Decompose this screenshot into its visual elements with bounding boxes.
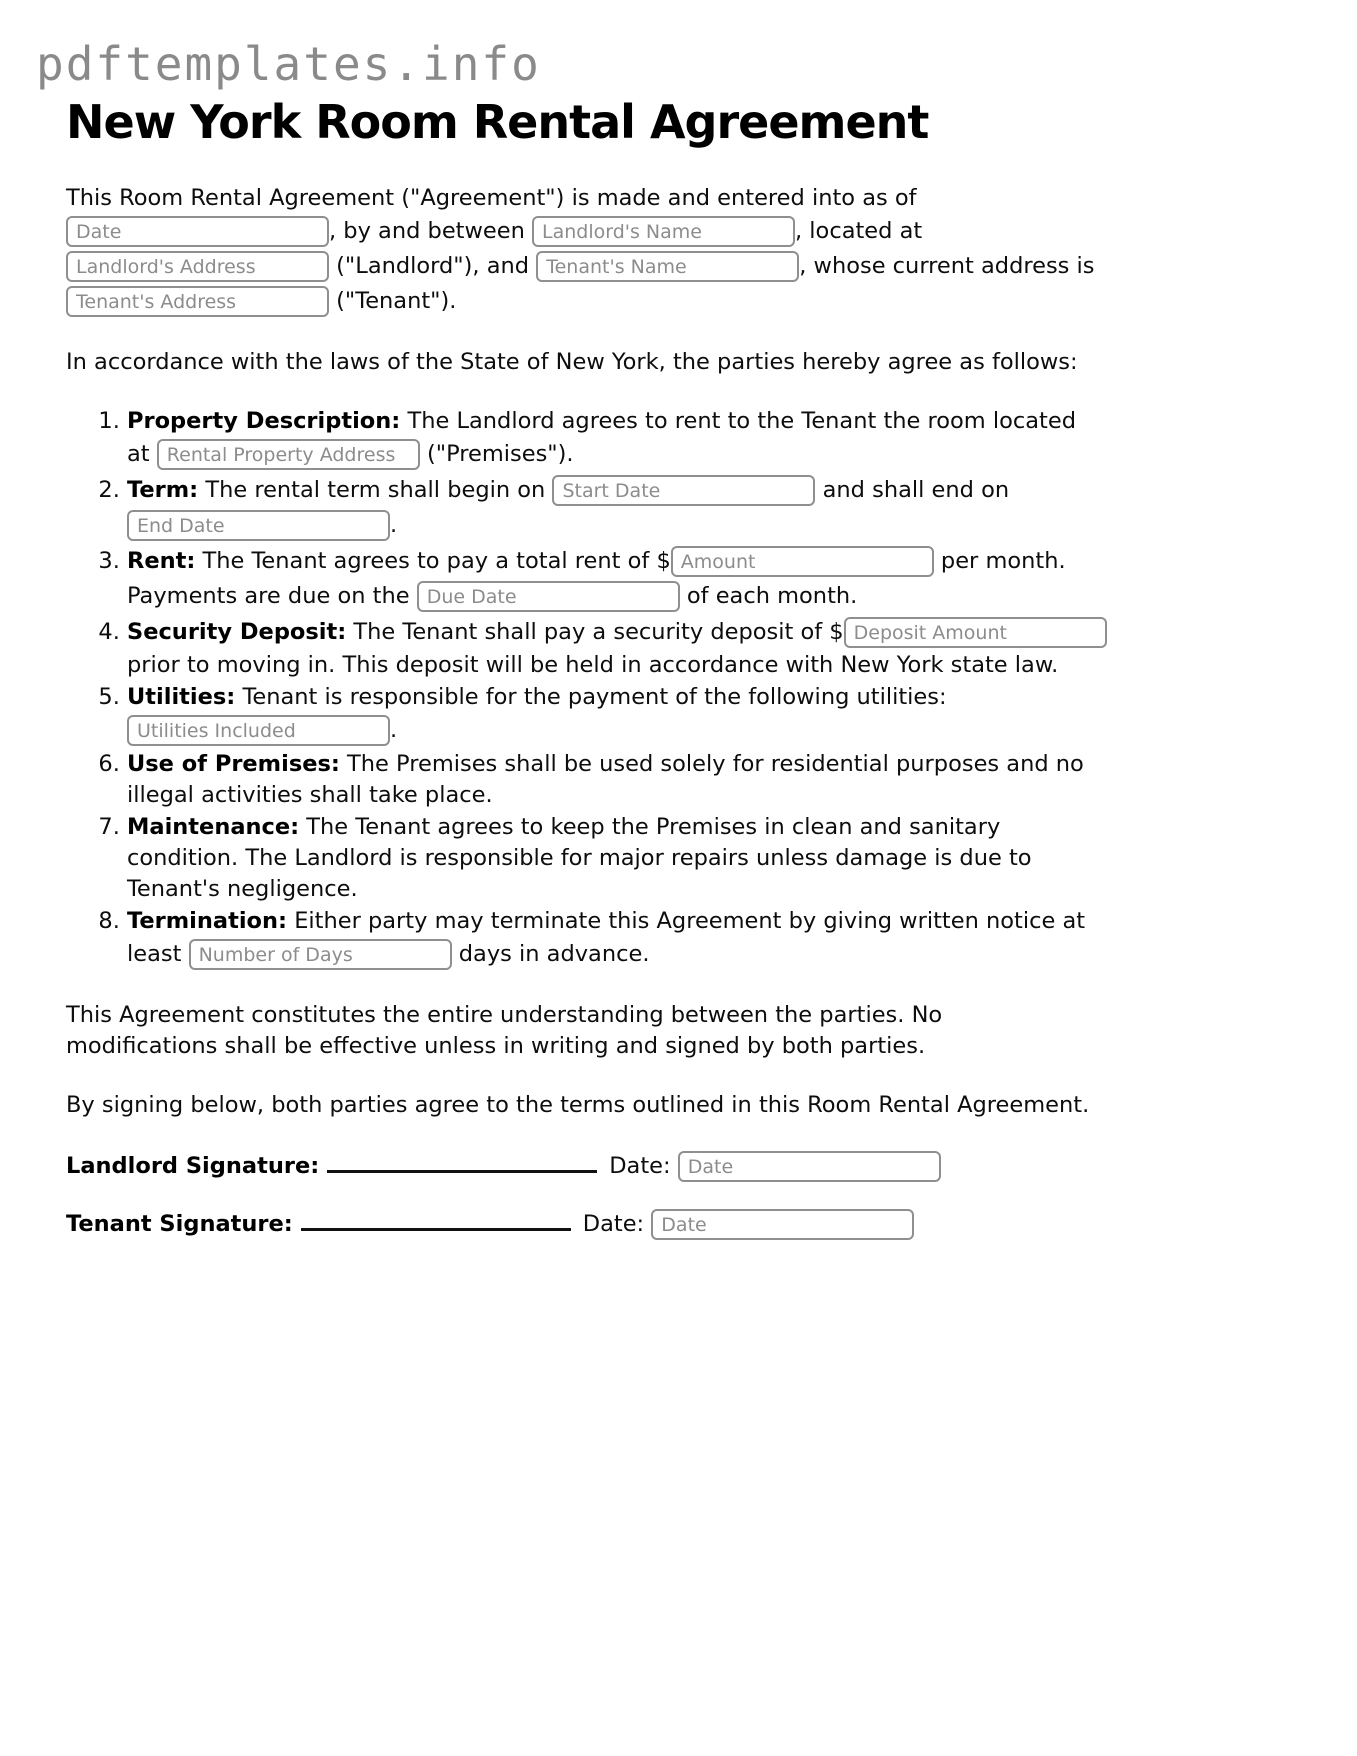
landlord-signature-label: Landlord Signature:	[66, 1153, 320, 1179]
term-maintenance-label: Maintenance:	[127, 814, 300, 840]
intro-text-4: ("Landlord"), and	[336, 253, 530, 279]
terms-list	[66, 407, 1146, 971]
landlord-address-input[interactable]	[66, 251, 329, 282]
rental-property-address-input[interactable]	[157, 439, 420, 470]
deposit-amount-input[interactable]	[844, 617, 1107, 648]
intro-paragraph	[66, 184, 1146, 318]
term-rent-text-2: per month.	[940, 548, 1066, 574]
landlord-signature-line	[327, 1150, 597, 1173]
landlord-name-input[interactable]	[532, 216, 795, 247]
term-premises-text-2: illegal activities shall take place.	[127, 782, 493, 808]
term-maintenance-text-2: condition. The Landlord is responsible for major repairs unless damage is due to	[127, 845, 1032, 871]
date-input[interactable]	[66, 216, 329, 247]
term-property-label: Property Description:	[127, 408, 401, 434]
term-rent	[127, 545, 1146, 613]
entire-agreement-text-2: modifications shall be effective unless in writing and signed by both parties.	[66, 1033, 926, 1059]
term-termination-text-2: least	[127, 941, 182, 967]
term-property-text-2: at	[127, 441, 150, 467]
intro-text-5: , whose current address is	[799, 253, 1095, 279]
term-property-description	[127, 407, 1146, 471]
term-rent-text-3: Payments are due on the	[127, 583, 410, 609]
term-deposit-text-1: The Tenant shall pay a security deposit of $	[353, 619, 844, 645]
document-body	[66, 184, 1146, 1241]
term-premises-text-1: The Premises shall be used solely for residential purposes and no	[347, 751, 1084, 777]
term-property-text-3: ("Premises").	[426, 441, 574, 467]
term-termination-text-3: days in advance.	[458, 941, 650, 967]
entire-agreement-paragraph	[66, 1001, 1146, 1061]
term-term	[127, 474, 1146, 542]
term-rent-label: Rent:	[127, 548, 196, 574]
term-utilities-text-2: .	[390, 717, 398, 743]
term-deposit-label: Security Deposit:	[127, 619, 347, 645]
start-date-input[interactable]	[552, 475, 815, 506]
term-premises-label: Use of Premises:	[127, 751, 340, 777]
signing-paragraph	[66, 1091, 1146, 1120]
term-utilities	[127, 683, 1146, 747]
term-termination-label: Termination:	[127, 908, 288, 934]
term-termination	[127, 907, 1146, 971]
term-term-text-1: The rental term shall begin on	[205, 477, 546, 503]
term-term-text-2: and shall end on	[822, 477, 1010, 503]
term-utilities-label: Utilities:	[127, 684, 236, 710]
intro-text-6: ("Tenant").	[336, 288, 457, 314]
landlord-date-label: Date:	[609, 1153, 671, 1179]
term-term-text-3: .	[390, 512, 398, 538]
term-security-deposit	[127, 616, 1146, 680]
tenant-name-input[interactable]	[536, 251, 799, 282]
term-maintenance	[127, 813, 1146, 904]
utilities-included-input[interactable]	[127, 715, 390, 746]
notice-days-input[interactable]	[189, 939, 452, 970]
landlord-signature-row	[66, 1150, 1146, 1183]
end-date-input[interactable]	[127, 510, 390, 541]
term-maintenance-text-1: The Tenant agrees to keep the Premises in clean and sanitary	[306, 814, 1001, 840]
tenant-signature-line	[301, 1208, 571, 1231]
tenant-signature-label: Tenant Signature:	[66, 1211, 293, 1237]
tenant-address-input[interactable]	[66, 286, 329, 317]
page-title: New York Room Rental Agreement	[66, 95, 929, 149]
intro-text-2: , by and between	[329, 218, 525, 244]
tenant-signature-date-input[interactable]	[651, 1209, 914, 1240]
accordance-text: In accordance with the laws of the State of New York, the parties hereby agree as follows:	[66, 349, 1078, 375]
signing-text: By signing below, both parties agree to the terms outlined in this Room Rental Agreement.	[66, 1092, 1090, 1118]
term-deposit-text-2: prior to moving in. This deposit will be held in accordance with New York state law.	[127, 652, 1059, 678]
rent-amount-input[interactable]	[671, 546, 934, 577]
term-maintenance-text-3: Tenant's negligence.	[127, 876, 358, 902]
watermark-site-name: pdftemplates.info	[36, 37, 541, 91]
term-term-label: Term:	[127, 477, 199, 503]
term-use-of-premises	[127, 750, 1146, 810]
tenant-date-label: Date:	[582, 1211, 645, 1237]
term-utilities-text-1: Tenant is responsible for the payment of the following utilities:	[242, 684, 947, 710]
term-termination-text-1: Either party may terminate this Agreement by giving written notice at	[294, 908, 1086, 934]
due-date-input[interactable]	[417, 581, 680, 612]
term-property-text-1: The Landlord agrees to rent to the Tenant the room located	[407, 408, 1077, 434]
landlord-signature-date-input[interactable]	[678, 1151, 941, 1182]
term-rent-text-1: The Tenant agrees to pay a total rent of $	[202, 548, 671, 574]
entire-agreement-text-1: This Agreement constitutes the entire understanding between the parties. No	[66, 1002, 943, 1028]
term-rent-text-4: of each month.	[686, 583, 858, 609]
accordance-paragraph	[66, 348, 1146, 377]
intro-text-1: This Room Rental Agreement ("Agreement") is made and entered into as of	[66, 185, 917, 211]
intro-text-3: , located at	[795, 218, 923, 244]
tenant-signature-row	[66, 1208, 1146, 1241]
